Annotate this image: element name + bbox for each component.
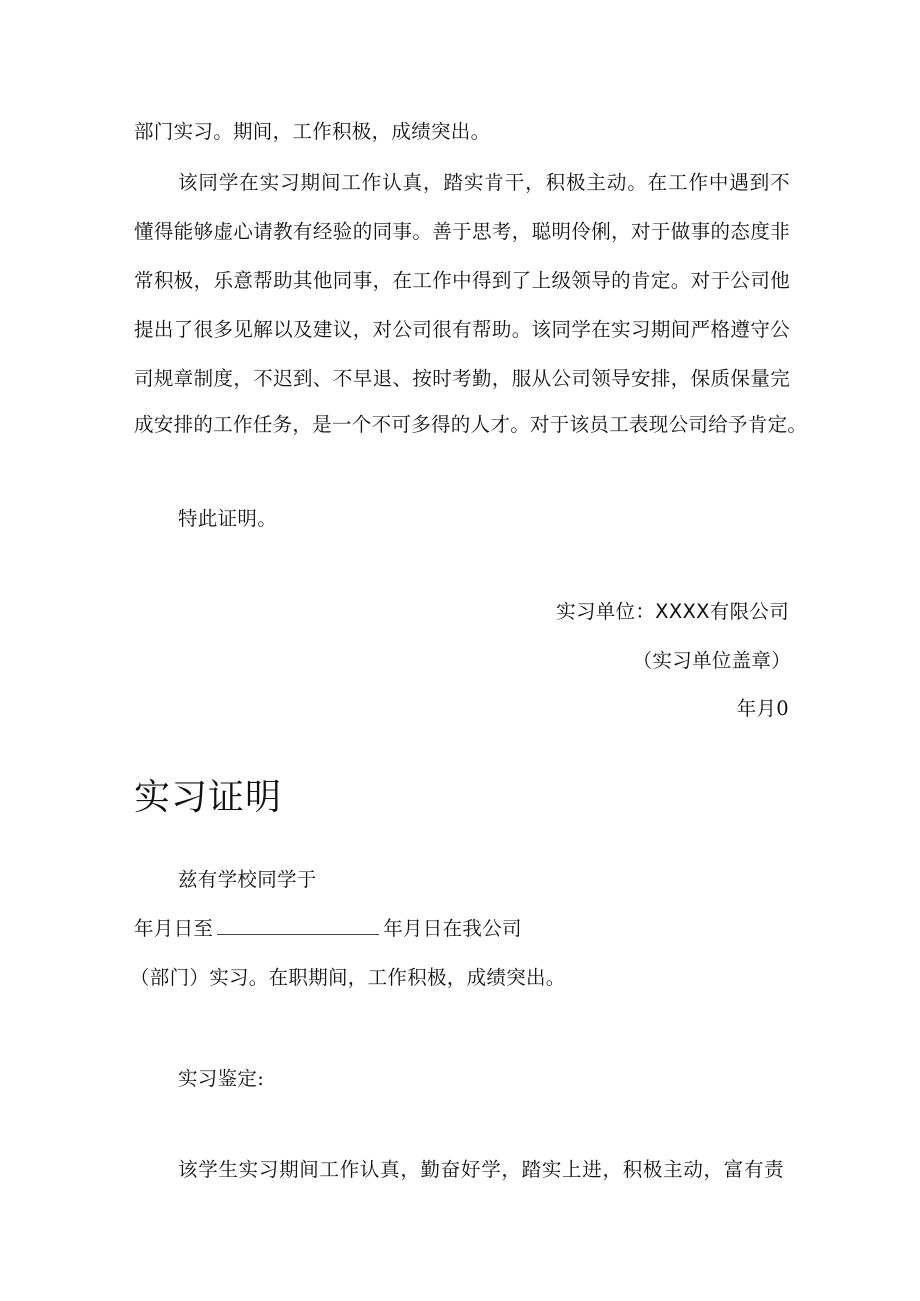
evaluation-line-4: 提出了很多见解以及建议，对公司很有帮助。该同学在实习期间严格遵守公 — [134, 318, 790, 341]
evaluation-line-3: 常积极，乐意帮助其他同事，在工作中得到了上级领导的肯定。对于公司他 — [134, 269, 790, 292]
page-title: 实习证明 — [134, 777, 283, 818]
evaluation-line-6: 成安排的工作任务，是一个不可多得的人才。对于该员工表现公司给予肯定。 — [134, 413, 808, 436]
period-end: 年月日在我公司 — [383, 917, 522, 940]
continued-line: 部门实习。期间，工作积极，成绩突出。 — [134, 120, 491, 143]
unit-name: XXXX有限公司 — [655, 600, 789, 623]
period-start: 年月日至 — [134, 917, 214, 940]
appraisal-heading: 实习鉴定: — [178, 1067, 265, 1090]
issuing-unit — [556, 600, 789, 624]
department-line: （部门）实习。在职期间，工作积极，成绩突出。 — [130, 966, 566, 989]
closing-statement: 特此证明。 — [178, 507, 278, 530]
date-line — [737, 697, 789, 721]
period-line — [134, 917, 522, 941]
evaluation-line-1: 该同学在实习期间工作认真，踏实肯干，积极主动。在工作中遇到不 — [178, 171, 790, 194]
unit-label: 实习单位： — [556, 600, 656, 623]
blank-field — [217, 920, 379, 935]
evaluation-line-2: 懂得能够虚心请教有经验的同事。善于思考，聪明伶俐，对于做事的态度非 — [134, 220, 790, 243]
appraisal-line-1: 该学生实习期间工作认真，勤奋好学，踏实上进，积极主动，富有责 — [178, 1158, 784, 1181]
seal-note: （实习单位盖章） — [632, 649, 791, 672]
date-label: 年月0 — [736, 697, 789, 720]
evaluation-line-5: 司规章制度，不迟到、不早退、按时考勤，服从公司领导安排，保质保量完 — [134, 367, 790, 390]
intro-line: 兹有学校同学于 — [178, 868, 317, 891]
